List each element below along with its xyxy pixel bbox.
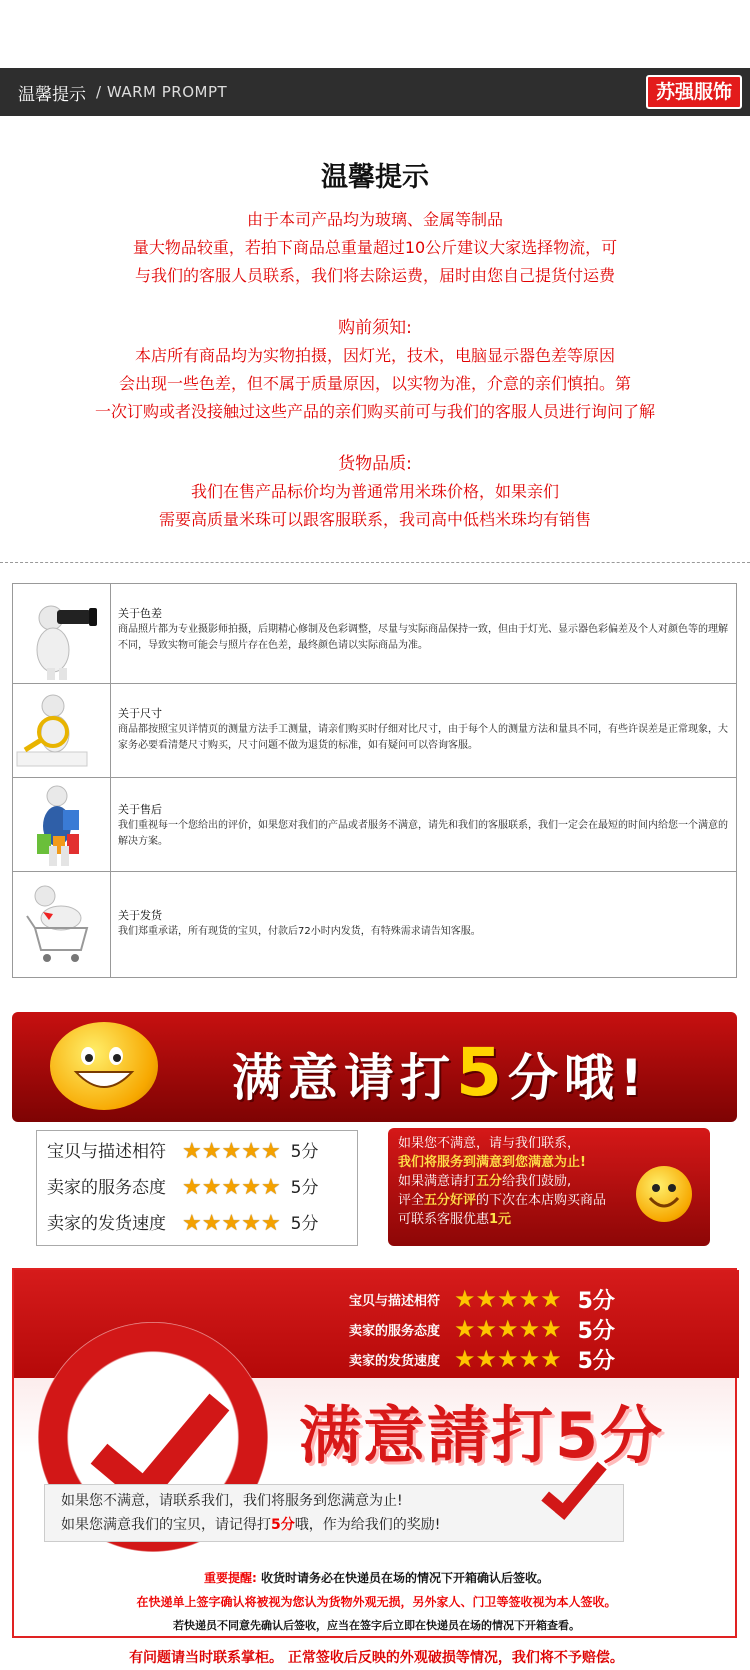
note-box: 如果您不满意，请联系我们，我们将服务到您满意为止! 如果您满意我们的宝贝，请记得打5分哦，作为给我们的奖励!: [44, 1484, 624, 1542]
score-row: 卖家的服务态度 ★ ★ ★ ★ ★ 5分: [349, 1315, 615, 1344]
info-text: 关于发货 我们郑重承诺，所有现货的宝贝，付款后72小时内发货，有特殊需求请告知客服。: [118, 908, 730, 940]
warm-line: 与我们的客服人员联系，我们将去除运费，届时由您自己提货付运费: [134, 266, 615, 285]
header-title: 温馨提示: [18, 84, 86, 105]
shopping-figure-icon: [13, 778, 111, 871]
star-rating: ★ ★ ★ ★ ★: [454, 1315, 562, 1343]
poster-slogan: 满意請打5分: [299, 1399, 665, 1472]
star-rating: ★ ★ ★ ★ ★: [454, 1285, 562, 1313]
warm-line: 由于本司产品均为玻璃、金属等制品: [246, 210, 503, 229]
score-row: 卖家的发货速度 ★ ★ ★ ★ ★ 5分: [349, 1345, 615, 1374]
info-table: [12, 583, 737, 978]
info-title: 关于发货: [118, 909, 162, 922]
info-text: 关于尺寸 商品都按照宝贝详情页的测量方法手工测量，请亲们购买时仔细对比尺寸，由于每个人的测量方法和量具不同，有些许误差是正常现象，大家务必要看清楚尺寸购买，尺寸问题不做为退货的标准，如有疑问可以咨询客服。: [118, 707, 728, 751]
section-title: 货物品质:: [338, 454, 412, 474]
rating-poster: [12, 1268, 737, 1666]
info-text: 关于色差 商品照片都为专业摄影师拍摄，后期精心修制及色彩调整，尽量与实际商品保持一致，但由于灯光、显示器色彩偏差及个人对颜色等的理解不同，导致实物可能会与照片存在色差，最终颜色请以实际商品为准。: [118, 607, 728, 651]
warm-heading: 温馨提示: [321, 162, 429, 193]
score-row: 宝贝与描述相符 ★ ★ ★ ★ ★ 5分: [47, 1139, 319, 1164]
star-rating: ★ ★ ★ ★ ★: [182, 1139, 281, 1164]
info-row: [13, 584, 736, 684]
delivery-notice: 重要提醒: 收货时请务必在快递员在场的情况下开箱确认后签收。 在快递单上签字确认将被视为您认为货物外观无损，另外家人、门卫等签收视为本人签收。 若快递员不同意先确认后签收，应当在签字后立即在快递员在场的情况下开箱查看。 有问题请当时联系掌柜。 正常签收后反映的外观破损等情况，我们将不予赔偿。: [129, 1571, 624, 1666]
banner-slogan: 满意请打5分哦!: [232, 1034, 649, 1111]
info-row: [13, 872, 736, 978]
warm-line: 需要高质量米珠可以跟客服联系，我司高中低档米珠均有销售: [158, 510, 591, 529]
dashed-divider: [0, 562, 750, 563]
warm-line: 我们在售产品标价均为普通常用米珠价格，如果亲们: [190, 482, 559, 501]
header-subtitle: / WARM PROMPT: [96, 83, 228, 101]
score-row: 宝贝与描述相符 ★ ★ ★ ★ ★ 5分: [349, 1285, 615, 1314]
warm-line: 一次订购或者没接触过这些产品的亲们购买前可与我们的客服人员进行询问了解: [94, 402, 655, 421]
header-bar: [0, 68, 750, 116]
info-row: [13, 778, 736, 872]
info-title: 关于色差: [118, 607, 162, 620]
info-title: 关于尺寸: [118, 707, 162, 720]
info-title: 关于售后: [118, 803, 162, 816]
info-row: [13, 684, 736, 778]
magnifier-figure-icon: [13, 684, 111, 777]
section-title: 购前须知:: [338, 318, 412, 338]
warm-line: 量大物品较重，若拍下商品总重量超过10公斤建议大家选择物流，可: [132, 238, 618, 257]
rate-banner: [12, 1012, 737, 1122]
message-box: 如果您不满意，请与我们联系， 我们将服务到满意到您满意为止! 如果满意请打五分给我们鼓励, 评全五分好评的下次在本店购买商品 可联系客服优惠1元: [388, 1128, 710, 1246]
score-row: 卖家的服务态度 ★ ★ ★ ★ ★ 5分: [47, 1175, 319, 1200]
brand-logo: 苏强服饰: [646, 75, 742, 109]
smiley-icon: [50, 1022, 158, 1110]
warm-line: 会出现一些色差，但不属于质量原因，以实物为准，介意的亲们慎拍。第: [118, 374, 631, 393]
smiley-icon: [636, 1166, 692, 1222]
info-text: 关于售后 我们重视每一个您给出的评价，如果您对我们的产品或者服务不满意，请先和我们的客服联系，我们一定会在最短的时间内给您一个满意的解决方案。: [118, 803, 728, 847]
score-row: 卖家的发货速度 ★ ★ ★ ★ ★ 5分: [47, 1211, 319, 1236]
star-rating: ★ ★ ★ ★ ★: [182, 1175, 281, 1200]
star-rating: ★ ★ ★ ★ ★: [182, 1211, 281, 1236]
warm-prompt: [0, 155, 750, 534]
warm-line: 本店所有商品均为实物拍摄，因灯光，技术，电脑显示器色差等原因: [134, 346, 615, 365]
cart-figure-icon: [13, 872, 111, 978]
star-rating: ★ ★ ★ ★ ★: [454, 1345, 562, 1373]
camera-figure-icon: [13, 584, 111, 683]
score-box: [36, 1130, 358, 1246]
